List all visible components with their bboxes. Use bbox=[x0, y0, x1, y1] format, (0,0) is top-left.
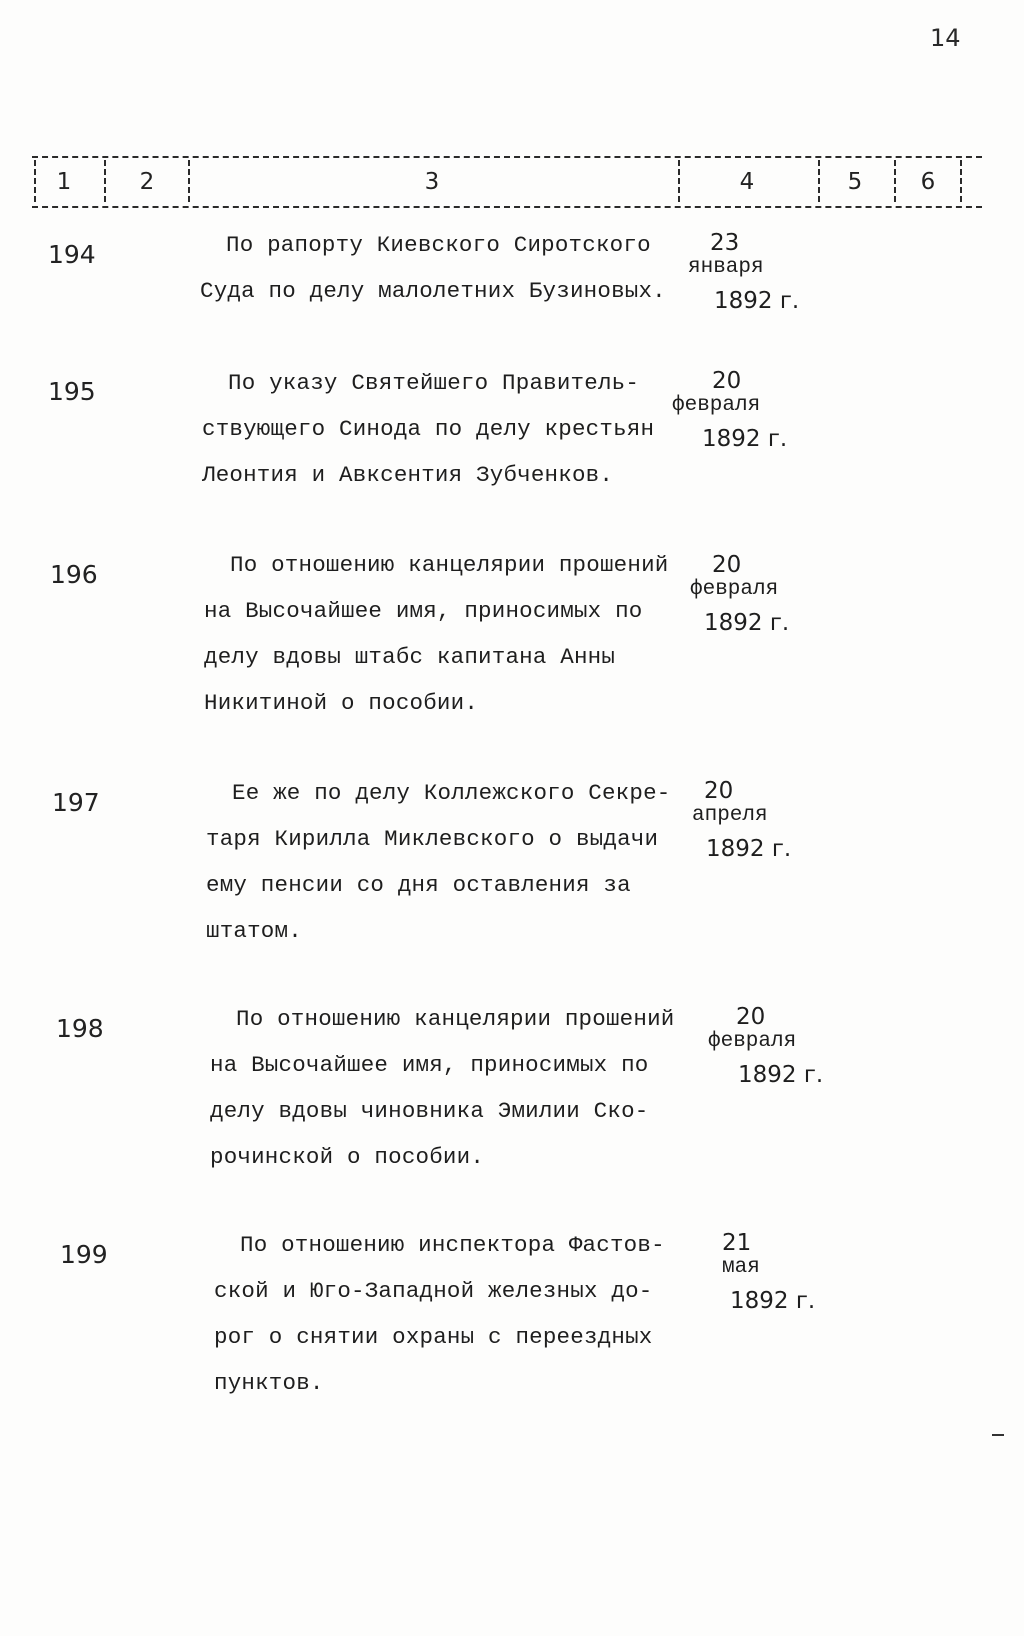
entry-line: По отношению канцелярии прошений bbox=[236, 1006, 675, 1032]
entry-description bbox=[202, 360, 654, 498]
entry-line: По рапорту Киевского Сиротского bbox=[226, 232, 651, 258]
date-year: 1892 г. bbox=[704, 610, 790, 636]
entry-number: 198 bbox=[56, 1014, 104, 1043]
date-day: 20 bbox=[736, 1004, 766, 1030]
entry-line: пунктов. bbox=[214, 1370, 324, 1396]
date-day: 20 bbox=[704, 778, 734, 804]
entry-line: таря Кирилла Миклевского о выдачи bbox=[206, 826, 659, 852]
entry-number: 197 bbox=[52, 788, 100, 817]
entry-number: 194 bbox=[48, 240, 96, 269]
entry-line: По отношению инспектора Фастов- bbox=[240, 1232, 665, 1258]
date-month: января bbox=[688, 256, 764, 279]
entry-description bbox=[214, 1222, 665, 1406]
entry-line: По отношению канцелярии прошений bbox=[230, 552, 669, 578]
date-year: 1892 г. bbox=[714, 288, 800, 314]
entry-line: Суда по делу малолетних Бузиновых. bbox=[200, 278, 666, 304]
entry-description bbox=[204, 542, 668, 726]
date-day: 20 bbox=[712, 368, 742, 394]
entry-line: Леонтия и Авксентия Зубченков. bbox=[202, 462, 614, 488]
entry-line: ской и Юго-Западной железных до- bbox=[214, 1278, 653, 1304]
entry-date bbox=[700, 1230, 816, 1355]
date-year: 1892 г. bbox=[738, 1062, 824, 1088]
entry-number: 199 bbox=[60, 1240, 108, 1269]
date-day: 20 bbox=[712, 552, 742, 578]
entry-date bbox=[672, 368, 788, 493]
column-divider bbox=[188, 160, 190, 202]
column-divider bbox=[894, 160, 896, 202]
margin-mark bbox=[992, 1434, 1004, 1436]
entry-line: ему пенсии со дня оставления за bbox=[206, 872, 631, 898]
column-header-6: 6 bbox=[920, 169, 936, 195]
entry-line: на Высочайшее имя, приносимых по bbox=[210, 1052, 649, 1078]
column-divider bbox=[34, 160, 36, 202]
entry-line: делу вдовы штабс капитана Анны bbox=[204, 644, 616, 670]
column-divider bbox=[104, 160, 106, 202]
column-divider bbox=[960, 160, 962, 202]
entry-date bbox=[708, 1004, 824, 1129]
entry-line: Никитиной о пособии. bbox=[204, 690, 479, 716]
entry-description bbox=[210, 996, 674, 1180]
column-header-3: 3 bbox=[424, 169, 440, 195]
entry-description bbox=[206, 770, 670, 954]
entry-date bbox=[692, 778, 792, 903]
entry-number: 196 bbox=[50, 560, 98, 589]
date-month: февраля bbox=[690, 578, 779, 601]
entry-line: рочинской о пособии. bbox=[210, 1144, 485, 1170]
entry-line: рог о снятии охраны с переездных bbox=[214, 1324, 653, 1350]
column-header-4: 4 bbox=[739, 169, 755, 195]
date-month: апреля bbox=[692, 804, 768, 827]
date-month: февраля bbox=[708, 1030, 797, 1053]
column-divider bbox=[678, 160, 680, 202]
date-year: 1892 г. bbox=[706, 836, 792, 862]
date-month: февраля bbox=[672, 394, 761, 417]
entry-description bbox=[200, 222, 666, 314]
entry-line: ствующего Синода по делу крестьян bbox=[202, 416, 655, 442]
entry-line: делу вдовы чиновника Эмилии Ско- bbox=[210, 1098, 649, 1124]
date-year: 1892 г. bbox=[702, 426, 788, 452]
entry-line: штатом. bbox=[206, 918, 302, 944]
column-header-5: 5 bbox=[847, 169, 863, 195]
entry-date bbox=[688, 230, 800, 355]
date-day: 23 bbox=[710, 230, 740, 256]
page-number: 14 bbox=[930, 24, 961, 52]
entry-line: По указу Святейшего Правитель- bbox=[228, 370, 640, 396]
date-day: 21 bbox=[722, 1230, 752, 1256]
entry-number: 195 bbox=[48, 377, 96, 406]
column-divider bbox=[818, 160, 820, 202]
entry-date bbox=[690, 552, 790, 677]
entry-line: на Высочайшее имя, приносимых по bbox=[204, 598, 643, 624]
date-year: 1892 г. bbox=[730, 1288, 816, 1314]
column-header-2: 2 bbox=[139, 169, 155, 195]
column-header-1: 1 bbox=[56, 169, 72, 195]
table-header bbox=[32, 156, 982, 208]
entry-line: Ее же по делу Коллежского Секре- bbox=[232, 780, 671, 806]
date-month: мая bbox=[722, 1256, 760, 1279]
